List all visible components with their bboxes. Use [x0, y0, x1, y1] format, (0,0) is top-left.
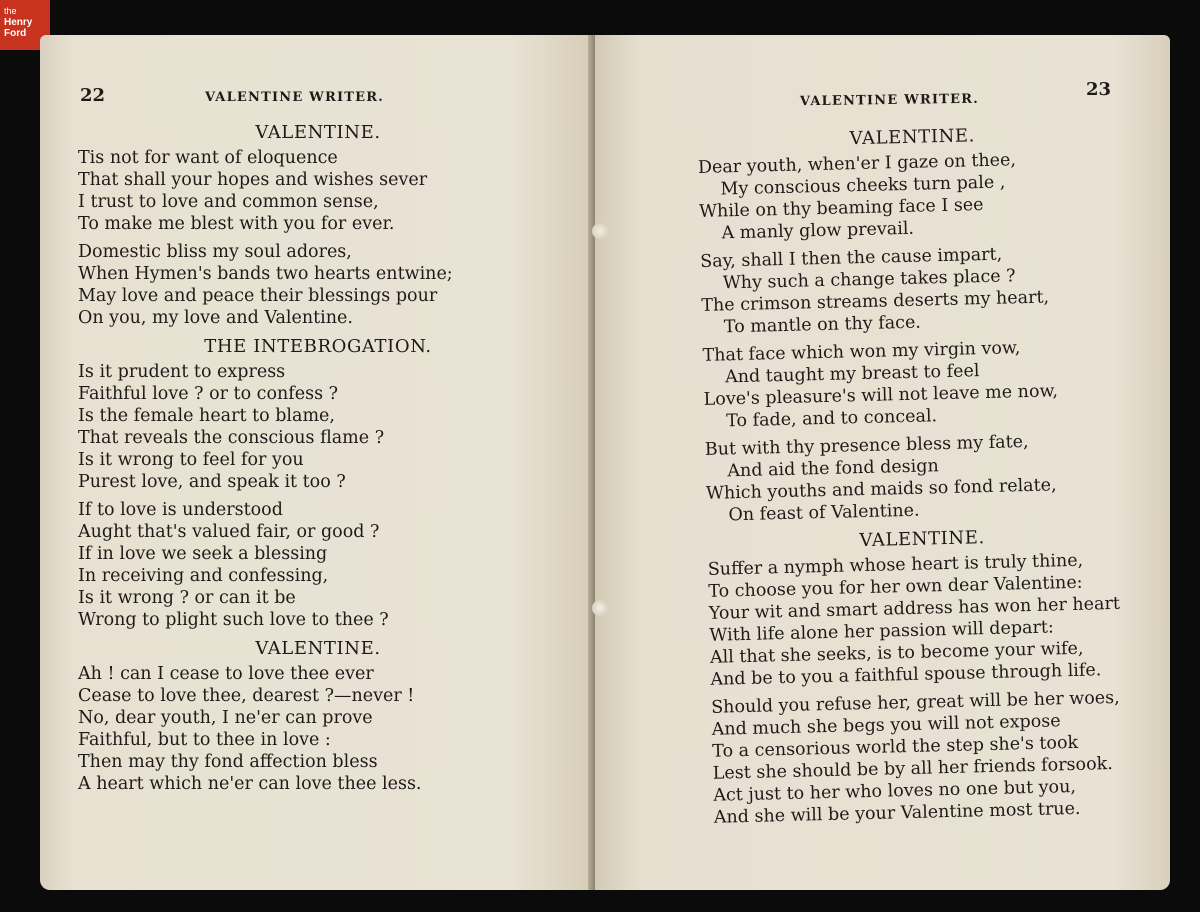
poem-line: A heart which ne'er can love thee less. [78, 774, 422, 794]
poem-line: And much she begs you will not expose [711, 711, 1061, 740]
poem-line: I trust to love and common sense, [78, 192, 379, 212]
poem-line: That reveals the conscious flame ? [78, 428, 385, 448]
poem-line: That shall your hopes and wishes sever [78, 170, 428, 190]
binding-thread-top [592, 223, 608, 239]
stanza [700, 240, 1132, 338]
left-running-head: VALENTINE WRITER. [205, 90, 384, 105]
poem-line: Should you refuse her, great will be her woes, [710, 687, 1120, 718]
stanza [702, 334, 1134, 432]
poem-line: If in love we seek a blessing [78, 544, 328, 564]
poem-line: Suffer a nymph whose heart is truly thine, [707, 550, 1084, 580]
poem-line: Is it wrong to feel for you [78, 450, 304, 470]
poem-line: That face which won my virgin vow, [702, 338, 1021, 366]
left-page-text [78, 117, 558, 801]
poem-line: But with thy presence bless my fate, [704, 431, 1029, 460]
poem-line: Domestic bliss my soul adores, [78, 242, 352, 262]
poem-line: Lest she should be by all her friends forsook. [712, 754, 1114, 784]
poem-line: Dear youth, when'er I gaze on thee, [697, 150, 1017, 178]
stanza [705, 428, 1137, 526]
open-book [40, 35, 1170, 890]
poem-line: And be to you a faithful spouse through life. [710, 660, 1102, 690]
logo-line-1: the [4, 6, 17, 16]
left-page [40, 35, 593, 890]
stanza [78, 147, 558, 235]
poem-line: All that she seeks, is to become your wife, [709, 638, 1084, 668]
right-page [595, 35, 1170, 890]
poem-line: Ah ! can I cease to love thee ever [78, 664, 374, 684]
poem-line: No, dear youth, I ne'er can prove [78, 708, 373, 728]
poem-line: My conscious cheeks turn pale , [720, 172, 1006, 200]
poem-line: A manly glow prevail. [721, 218, 915, 244]
poem-line: And taught my breast to feel [724, 361, 980, 388]
poem-title: VALENTINE. [849, 125, 976, 150]
poem-title: VALENTINE. [255, 122, 381, 143]
stanza [78, 663, 558, 795]
poem-line: Aught that's valued fair, or good ? [78, 522, 380, 542]
right-running-head: VALENTINE WRITER. [799, 91, 980, 110]
logo-line-3: Ford [4, 28, 27, 39]
poem-line: Love's pleasure's will not leave me now, [703, 381, 1059, 410]
poem-line: And she will be your Valentine most true. [713, 798, 1081, 828]
poem-line: On you, my love and Valentine. [78, 308, 353, 328]
poem-line: Act just to her who loves no one but you, [713, 776, 1077, 806]
right-page-number: 23 [1086, 79, 1112, 100]
poem-line: In receiving and confessing, [78, 566, 329, 586]
poem-line: To mantle on thy face. [723, 312, 922, 338]
right-page-text [697, 116, 1144, 834]
poem-line: When Hymen's bands two hearts entwine; [78, 264, 453, 284]
poem-line: The crimson streams deserts my heart, [701, 287, 1050, 316]
poem-line: Then may thy fond affection bless [78, 752, 378, 772]
binding-thread-bottom [592, 600, 608, 616]
poem-line: Why such a change takes place ? [722, 266, 1016, 294]
poem-line: May love and peace their blessings pour [78, 286, 438, 306]
poem-line: To make me blest with you for ever. [78, 214, 395, 234]
poem-line: To a censorious world the step she's took [712, 732, 1079, 762]
stanza [78, 499, 558, 631]
stanza [711, 686, 1144, 828]
poem-line: If to love is understood [78, 500, 283, 520]
poem-line: Say, shall I then the cause impart, [700, 244, 1003, 272]
poem-title: VALENTINE. [255, 638, 381, 659]
poem-line: Tis not for want of eloquence [78, 148, 338, 168]
poem-line: While on thy beaming face I see [698, 195, 984, 222]
poem-line: And aid the fond design [727, 456, 939, 482]
poem-line: To choose you for her own dear Valentine: [708, 572, 1083, 602]
poem-line: On feast of Valentine. [728, 500, 920, 526]
poem-line: With life alone her passion will depart: [709, 617, 1055, 646]
poem-title: THE INTEBROGATION. [204, 336, 432, 357]
poem-line: Your wit and smart address has won her heart [708, 593, 1121, 624]
poem-line: Is the female heart to blame, [78, 406, 335, 426]
left-page-number: 22 [80, 85, 106, 106]
logo-line-2: Henry [4, 17, 33, 28]
poem-line: Purest love, and speak it too ? [78, 472, 346, 492]
poem-line: Wrong to plight such love to thee ? [78, 610, 389, 630]
poem-line: Is it wrong ? or can it be [78, 588, 296, 608]
stanza [78, 241, 558, 329]
poem-title: VALENTINE. [859, 527, 986, 552]
poem-line: Faithful love ? or to confess ? [78, 384, 339, 404]
stanza [698, 146, 1130, 244]
poem-line: Is it prudent to express [78, 362, 286, 382]
poem-line: Which youths and maids so fond relate, [705, 475, 1057, 504]
stanza [78, 361, 558, 493]
poem-line: Cease to love thee, dearest ?—never ! [78, 686, 415, 706]
stanza [708, 548, 1141, 690]
poem-line: Faithful, but to thee in love : [78, 730, 331, 750]
poem-line: To fade, and to conceal. [725, 406, 938, 432]
